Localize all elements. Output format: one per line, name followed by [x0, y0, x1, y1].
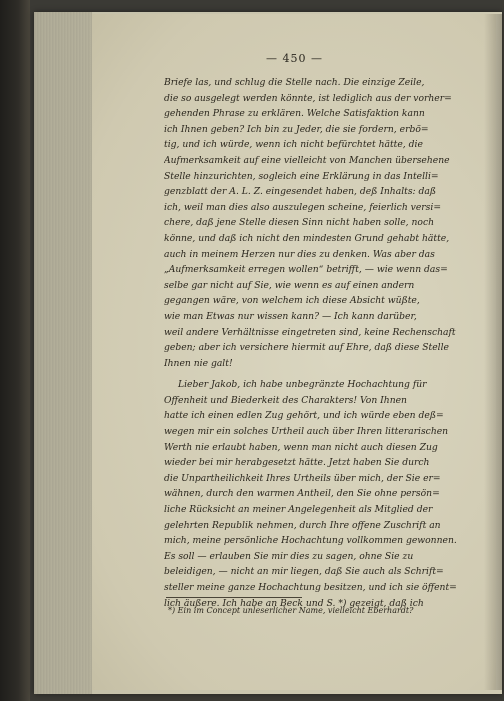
text-line: könne, und daß ich nicht den mindesten Grund gehabt hätte, [164, 232, 450, 244]
text-line: ich, weil man dies also auszulegen scheine, feierlich versi= [164, 201, 442, 213]
text-line: steller meine ganze Hochachtung besitzen, und ich sie öffent= [164, 582, 457, 593]
text-line: wieder bei mir herabgesetzt hätte. Jetzt haben Sie durch [164, 457, 430, 469]
text-line: gegangen wäre, von welchem ich diese Absicht wüßte, [164, 295, 420, 307]
text-line: beleidigen, — nicht an mir liegen, daß Sie auch als Schrift= [164, 566, 444, 578]
spine-shadow [484, 14, 504, 690]
text-line: selbe gar nicht auf Sie, wie wenn es auf einen andern [164, 279, 415, 291]
text-line: die Unpartheilichkeit Ihres Urtheils über mich, der Sie er= [164, 472, 441, 484]
text-line: gelehrten Republik nehmen, durch Ihre offene Zuschrift an [164, 519, 441, 531]
text-line: hatte ich einen edlen Zug gehört, und ich würde eben deß= [164, 410, 444, 422]
text-line: „Aufmerksamkeit erregen wollen“ betrifft, — wie wenn das= [164, 264, 448, 276]
text-line: auch in meinem Herzen nur dies zu denken. Was aber das [164, 248, 435, 260]
page-number: — 450 — [266, 52, 323, 65]
text-line: die so ausgelegt werden könnte, ist lediglich aus der vorher= [164, 92, 452, 104]
text-line: wie man Etwas nur wissen kann? — Ich kann darüber, [164, 310, 417, 322]
text-line: lich äußere. Ich habe an Beck und S. *) gezeigt, daß ich [164, 597, 424, 609]
paragraph-1 [164, 75, 460, 371]
text-line: weil andere Verhältnisse eingetreten sind, keine Rechenschaft [164, 326, 456, 338]
text-line: liche Rücksicht an meiner Angelegenheit als Mitglied der [164, 504, 433, 516]
text-line: mich, meine persönliche Hochachtung vollkommen gewonnen. [164, 535, 457, 547]
text-line: geben; aber ich versichere hiermit auf Ehre, daß diese Stelle [164, 342, 449, 354]
text-line: tig, und ich würde, wenn ich nicht befürchtet hätte, die [164, 139, 423, 151]
footnote-divider [166, 597, 302, 598]
text-line: Es soll — erlauben Sie mir dies zu sagen, ohne Sie zu [164, 550, 414, 562]
page-edges [34, 12, 92, 694]
text-line: ich Ihnen geben? Ich bin zu Jeder, die sie fordern, erbö= [164, 123, 429, 135]
text-line: wähnen, durch den warmen Antheil, den Sie ohne persön= [164, 488, 440, 500]
text-line: Briefe las, und schlug die Stelle nach. Die einzige Zeile, [164, 77, 425, 88]
text-line: chere, daß jene Stelle diesen Sinn nicht haben solle, noch [164, 217, 435, 229]
book-cover-edge [0, 0, 30, 701]
text-line: Werth nie erlaubt haben, wenn man nicht auch diesen Zug [164, 441, 438, 453]
text-line: Lieber Jakob, ich habe unbegränzte Hochachtung für [178, 379, 427, 391]
text-line: gehenden Phrase zu erklären. Welche Satisfaktion kann [164, 108, 425, 120]
text-line: wegen mir ein solches Urtheil auch über Ihren litterarischen [164, 426, 449, 438]
text-line: Stelle hinzurichten, sogleich eine Erklärung in das Intelli= [164, 170, 439, 182]
text-line: Offenheit und Biederkeit des Charakters! Von Ihnen [164, 394, 407, 406]
body-text [164, 75, 460, 611]
text-line: genzblatt der A. L. Z. eingesendet haben, deß Inhalts: daß [164, 186, 437, 198]
paragraph-2 [164, 377, 460, 611]
footnote: *) Ein im Concept unleserlicher Name, vielleicht Eberhardt? [168, 606, 414, 615]
text-line: Aufmerksamkeit auf eine vielleicht von Manchen übersehene [164, 154, 450, 166]
text-line: Ihnen nie galt! [164, 357, 233, 369]
